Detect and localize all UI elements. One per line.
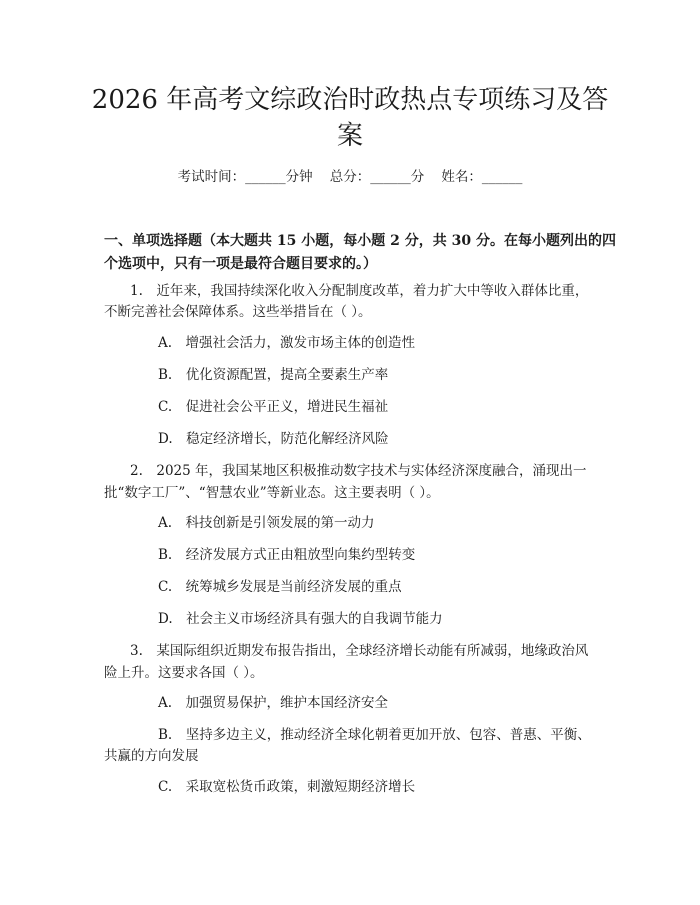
question-1-stem: 1. 近年来，我国持续深化收入分配制度改革，着力扩大中等收入群体比重， — [130, 283, 589, 299]
section-heading: 一、单项选择题（本大题共 15 小题，每小题 2 分，共 30 分。在每小题列出的四 — [104, 233, 616, 249]
document-title-continued: 案 — [336, 121, 363, 151]
question-3-option-c: C. 采取宽松货币政策，刺激短期经济增长 — [158, 779, 416, 795]
question-2-option-c: C. 统筹城乡发展是当前经济发展的重点 — [158, 579, 402, 595]
question-1-option-d: D. 稳定经济增长，防范化解经济风险 — [158, 431, 389, 447]
question-2-option-b: B. 经济发展方式正由粗放型向集约型转变 — [158, 547, 416, 563]
question-1-option-b: B. 优化资源配置，提高全要素生产率 — [158, 367, 389, 383]
question-3-stem: 3. 某国际组织近期发布报告指出，全球经济增长动能有所减弱，地缘政治风 — [130, 643, 589, 659]
exam-info: 考试时间：______分钟 总分：______分 姓名：______ — [177, 169, 523, 185]
question-3-option-b: B. 坚持多边主义，推动经济全球化朝着更加开放、包容、普惠、平衡、 — [158, 727, 591, 743]
question-2-stem: 2. 2025 年，我国某地区积极推动数字技术与实体经济深度融合，涌现出一 — [130, 463, 587, 479]
question-2-option-a: A. 科技创新是引领发展的第一动力 — [158, 515, 375, 531]
question-3-stem-continued: 险上升。这要求各国（ ）。 — [104, 665, 264, 681]
document-title: 2026 年高考文综政治时政热点专项练习及答 — [91, 85, 609, 115]
section-heading-continued: 个选项中，只有一项是最符合题目要求的。） — [104, 256, 377, 272]
question-1-option-c: C. 促进社会公平正义，增进民生福祉 — [158, 399, 389, 415]
question-3-option-b-continued: 共赢的方向发展 — [104, 748, 199, 764]
question-3-option-a: A. 加强贸易保护，维护本国经济安全 — [158, 695, 389, 711]
question-2-option-d: D. 社会主义市场经济具有强大的自我调节能力 — [158, 611, 443, 627]
question-1-stem-continued: 不断完善社会保障体系。这些举措旨在（ ）。 — [104, 304, 372, 320]
question-2-stem-continued: 批“数字工厂”、“智慧农业”等新业态。这主要表明（ ）。 — [104, 485, 440, 501]
question-1-option-a: A. 增强社会活力，激发市场主体的创造性 — [158, 335, 416, 351]
